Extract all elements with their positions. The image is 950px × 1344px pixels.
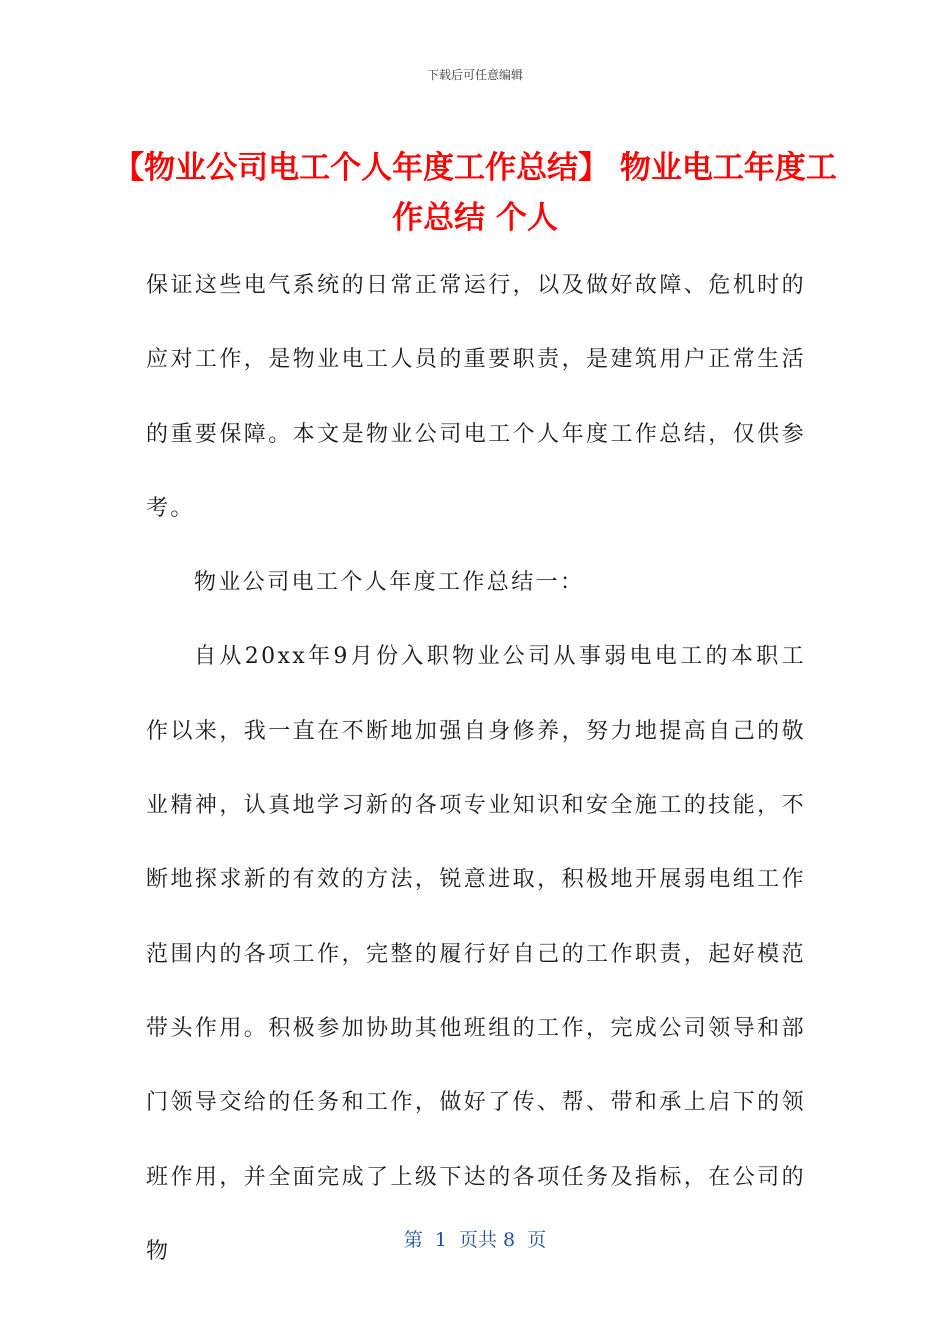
body-paragraph-main: 自从20xx年9月份入职物业公司从事弱电电工的本职工作以来，我一直在不断地加强自身修养，努力地提高自己的敬业精神，认真地学习新的各项专业知识和安全施工的技能，不断地探求新的有效的方法，锐意进取，积极地开展弱电组工作范围内的各项工作，完整的履行好自己的工作职责，起好模范带头作用。积极参加协助其他班组的工作，完成公司领导和部门领导交给的任务和工作，做好了传、帮、带和承上启下的领班作用，并全面完成了上级下达的各项任务及指标，在公司的物	[146, 644, 806, 1264]
document-body	[146, 249, 806, 1289]
document-title: 【物业公司电工个人年度工作总结】 物业电工年度工作总结 个人	[113, 150, 837, 236]
page-number-footer: 第 1 页共 8 页	[403, 1229, 547, 1251]
body-paragraph-intro: 保证这些电气系统的日常正常运行，以及做好故障、危机时的应对工作，是物业电工人员的重要职责，是建筑用户正常生活的重要保障。本文是物业公司电工个人年度工作总结，仅供参考。	[146, 273, 806, 521]
page-header-note: 下载后可任意编辑	[426, 68, 523, 82]
section-heading: 物业公司电工个人年度工作总结一：	[194, 570, 585, 596]
